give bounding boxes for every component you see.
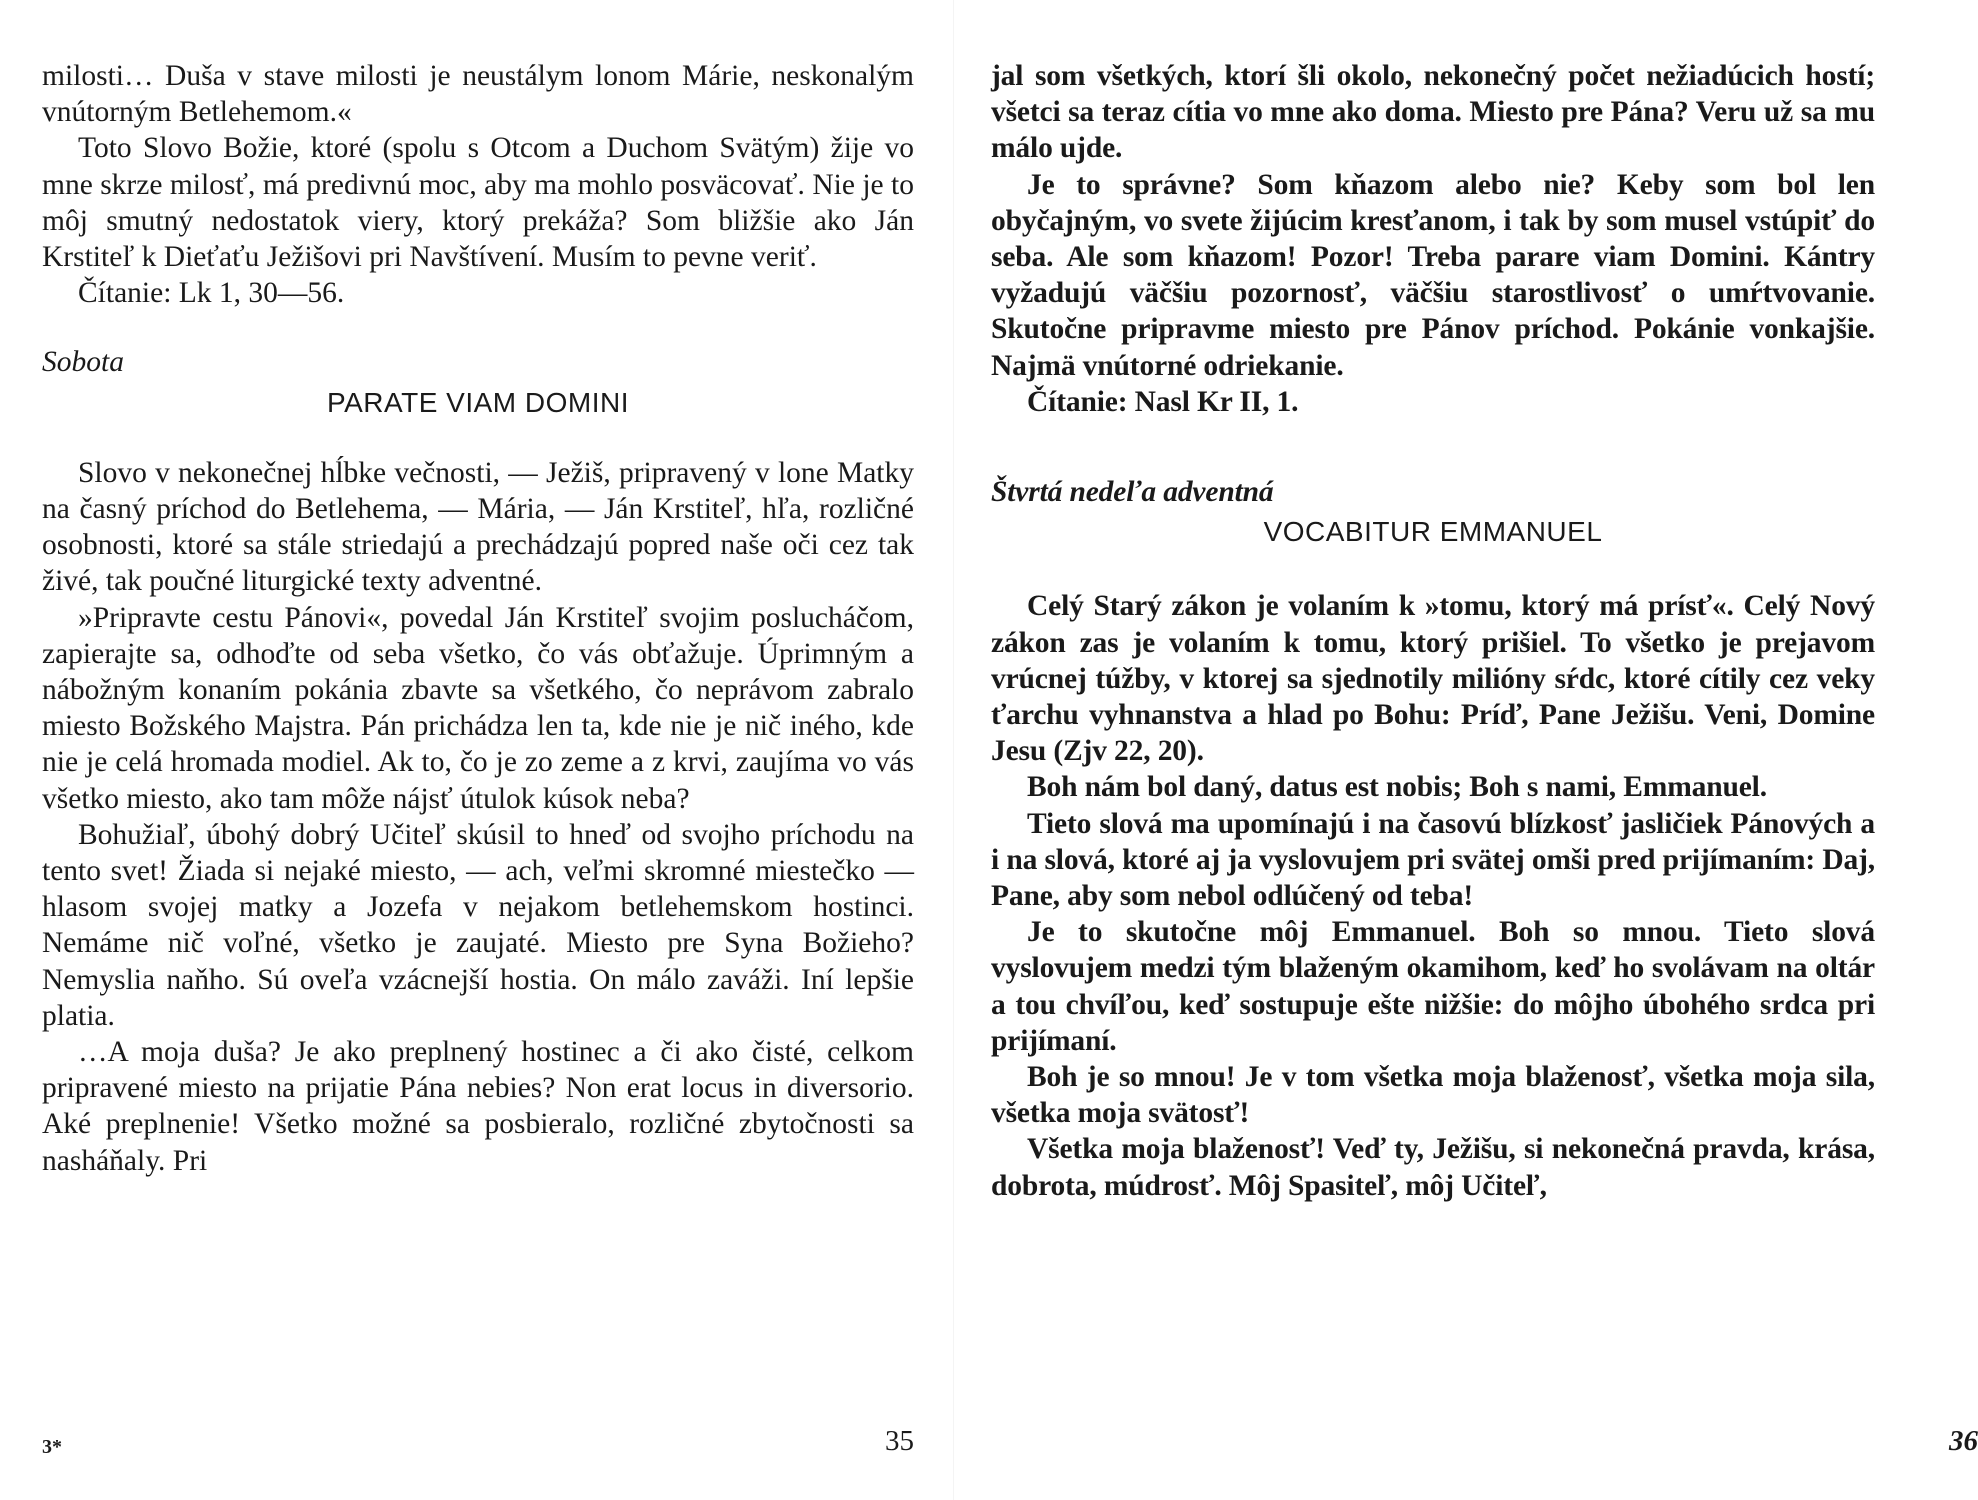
left-section-title: PARATE VIAM DOMINI	[327, 386, 629, 418]
signature-mark: 3*	[42, 1436, 62, 1458]
right-page	[953, 0, 1978, 1500]
right-section-title: VOCABITUR EMMANUEL	[1263, 516, 1603, 548]
right-section-paragraph-5: Boh je so mnou! Je v tom všetka moja blaženosť, všetka moja sila, všetka moja svätosť!	[991, 1061, 1875, 1130]
right-section-paragraph-6: Všetka moja blaženosť! Veď ty, Ježišu, si nekonečná pravda, krása, dobrota, múdrosť. Môj Spasiteľ, môj Učiteľ,	[991, 1133, 1875, 1202]
left-day-label: Sobota	[42, 346, 124, 379]
right-page-number: 36	[1949, 1425, 1978, 1457]
left-section-paragraph-1: Slovo v nekonečnej hĺbke večnosti, — Ježiš, pripravený v lone Matky na časný príchod do Betlehema, — Mária, — Ján Krstiteľ, hľa, rozličné osobnosti, ktoré sa stále striedajú a prechádzajú popred naše oči cez tak živé, tak poučné liturgické texty adventné.	[42, 456, 914, 598]
left-section-paragraph-2: »Pripravte cestu Pánovi«, povedal Ján Krstiteľ svojim poslucháčom, zapierajte sa, odhoďte od seba všetko, čo vás obťažuje. Úprimným a nábožným konaním pokánia zbavte sa všetkého, čo neprávom zabralo miesto Božského Majstra. Pán prichádza len ta, kde nie je nič iného, kde nie je celá hromada modiel. Ak to, čo je zo zeme a z krvi, zaujíma vo vás všetko miesto, ako tam môže nájsť útulok kúsok neba?	[42, 601, 914, 815]
left-reading-reference: Čítanie: Lk 1, 30—56.	[78, 277, 345, 310]
right-paragraph-1: jal som všetkých, ktorí šli okolo, nekonečný počet nežiadúcich hostí; všetci sa teraz cítia vo mne ako doma. Miesto pre Pána? Veru už sa mu málo ujde.	[991, 60, 1875, 165]
left-paragraph-2: Toto Slovo Božie, ktoré (spolu s Otcom a Duchom Svätým) žije vo mne skrze milosť, má predivnú moc, aby ma mohlo posväcovať. Nie je to môj smutný nedostatok viery, ktorý prekáža? Som bližšie ako Ján Krstiteľ k Dieťaťu Ježišovi pri Navštívení. Musím to pevne veriť.	[42, 132, 914, 274]
right-section-paragraph-1: Celý Starý zákon je volaním k »tomu, ktorý má prísť«. Celý Nový zákon zas je volaním k tomu, ktorý prišiel. To všetko je prejavom vrúcnej túžby, v ktorej sa sjednotily milióny sŕdc, ktoré cítily cez veky ťarchu vyhnanstva a hlad po Bohu: Príď, Pane Ježišu. Veni, Domine Jesu (Zjv 22, 20).	[991, 590, 1875, 768]
right-paragraph-2: Je to správne? Som kňazom alebo nie? Keby som bol len obyčajným, vo svete žijúcim kresťanom, i tak by som musel vstúpiť do seba. Ale som kňazom! Pozor! Treba parare viam Domini. Kántry vyžadujú väčšiu pozornosť, väčšiu starostlivosť o umŕtvovanie. Skutočne pripravme miesto pre Pánov príchod. Pokánie vonkajšie. Najmä vnútorné odriekanie.	[991, 168, 1875, 382]
left-section-paragraph-3: Bohužiaľ, úbohý dobrý Učiteľ skúsil to hneď od svojho príchodu na tento svet! Žiada si nejaké miesto, — ach, veľmi skromné miestečko — hlasom svojej matky a Jozefa v nejakom betlehemskom hostinci. Nemáme nič voľné, všetko je zaujaté. Miesto pre Syna Božieho? Nemyslia naňho. Sú oveľa vzácnejší hostia. On málo zaváži. Iní lepšie platia.	[42, 818, 914, 1032]
right-reading-reference: Čítanie: Nasl Kr II, 1.	[1027, 385, 1299, 418]
left-page-number: 35	[885, 1425, 914, 1457]
left-page	[0, 0, 953, 1500]
right-text-block	[991, 58, 1875, 1204]
right-section-paragraph-4: Je to skutočne môj Emmanuel. Boh so mnou. Tieto slová vyslovujem medzi tým blaženým okamihom, keď ho svolávam na oltár a tou chvíľou, keď sostupuje ešte nižšie: do môjho úbohého srdca pri prijímaní.	[991, 916, 1875, 1057]
right-section-paragraph-3: Tieto slová ma upomínajú i na časovú blízkosť jasličiek Pánových a i na slová, ktoré aj ja vyslovujem pri svätej omši pred prijímaním: Daj, Pane, aby som nebol odlúčený od teba!	[991, 807, 1875, 913]
right-section-paragraph-2: Boh nám bol daný, datus est nobis; Boh s nami, Emmanuel.	[1027, 771, 1767, 804]
left-text-block	[42, 58, 914, 1179]
right-day-label: Štvrtá nedeľa adventná	[991, 476, 1274, 509]
left-section-paragraph-4: …A moja duša? Je ako preplnený hostinec a či ako čisté, celkom pripravené miesto na prijatie Pána nebies? Non erat locus in diversorio. Aké preplnenie! Všetko možné sa posbieralo, rozličné zbytočnosti sa nasháňaly. Pri	[42, 1036, 914, 1177]
left-paragraph-1: milosti… Duša v stave milosti je neustálym lonom Márie, neskonalým vnútorným Betlehemom.«	[42, 60, 914, 129]
